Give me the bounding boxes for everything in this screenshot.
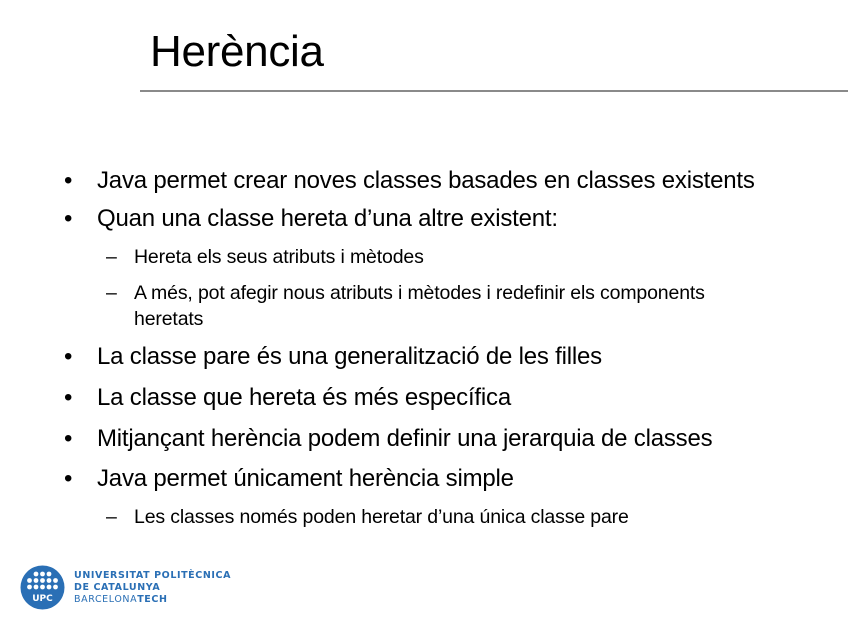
sub-bullet-marker: – xyxy=(106,282,117,304)
bullet-marker: • xyxy=(64,343,73,370)
sub-bullet-item: A més, pot afegir nous atributs i mètodes i redefinir els components xyxy=(134,282,705,304)
bullet-marker: • xyxy=(64,465,73,492)
bullet-item: Mitjançant herència podem definir una jerarquia de classes xyxy=(97,425,713,452)
upc-logo-mark-text: UPC xyxy=(32,594,53,604)
logo-line-2: DE CATALUNYA xyxy=(74,582,161,593)
upc-logo-wordmark xyxy=(74,570,231,606)
bullet-marker: • xyxy=(64,425,73,452)
bullet-marker: • xyxy=(64,167,73,194)
upc-logo-icon xyxy=(20,565,65,610)
logo-line-3-bold: TECH xyxy=(137,594,168,605)
bullet-item: La classe que hereta és més específica xyxy=(97,384,511,411)
sub-bullet-item: Les classes només poden heretar d’una única classe pare xyxy=(134,506,629,528)
slide-title: Herència xyxy=(150,27,324,76)
logo-line-3 xyxy=(74,594,231,606)
sub-bullet-marker: – xyxy=(106,506,117,528)
logo-line-3-light: BARCELONA xyxy=(74,594,138,605)
bullet-marker: • xyxy=(64,384,73,411)
bullet-item: Quan una classe hereta d’una altre existent: xyxy=(97,205,558,232)
bullet-item: La classe pare és una generalització de les filles xyxy=(97,343,602,370)
sub-bullet-continuation: heretats xyxy=(134,308,204,330)
upc-logo xyxy=(20,565,260,615)
bullet-item: Java permet únicament herència simple xyxy=(97,465,514,492)
sub-bullet-marker: – xyxy=(106,246,117,268)
bullet-item: Java permet crear noves classes basades en classes existents xyxy=(97,167,755,194)
bullet-marker: • xyxy=(64,205,73,232)
logo-line-1: UNIVERSITAT POLITÈCNICA xyxy=(74,570,232,581)
sub-bullet-item: Hereta els seus atributs i mètodes xyxy=(134,246,424,268)
